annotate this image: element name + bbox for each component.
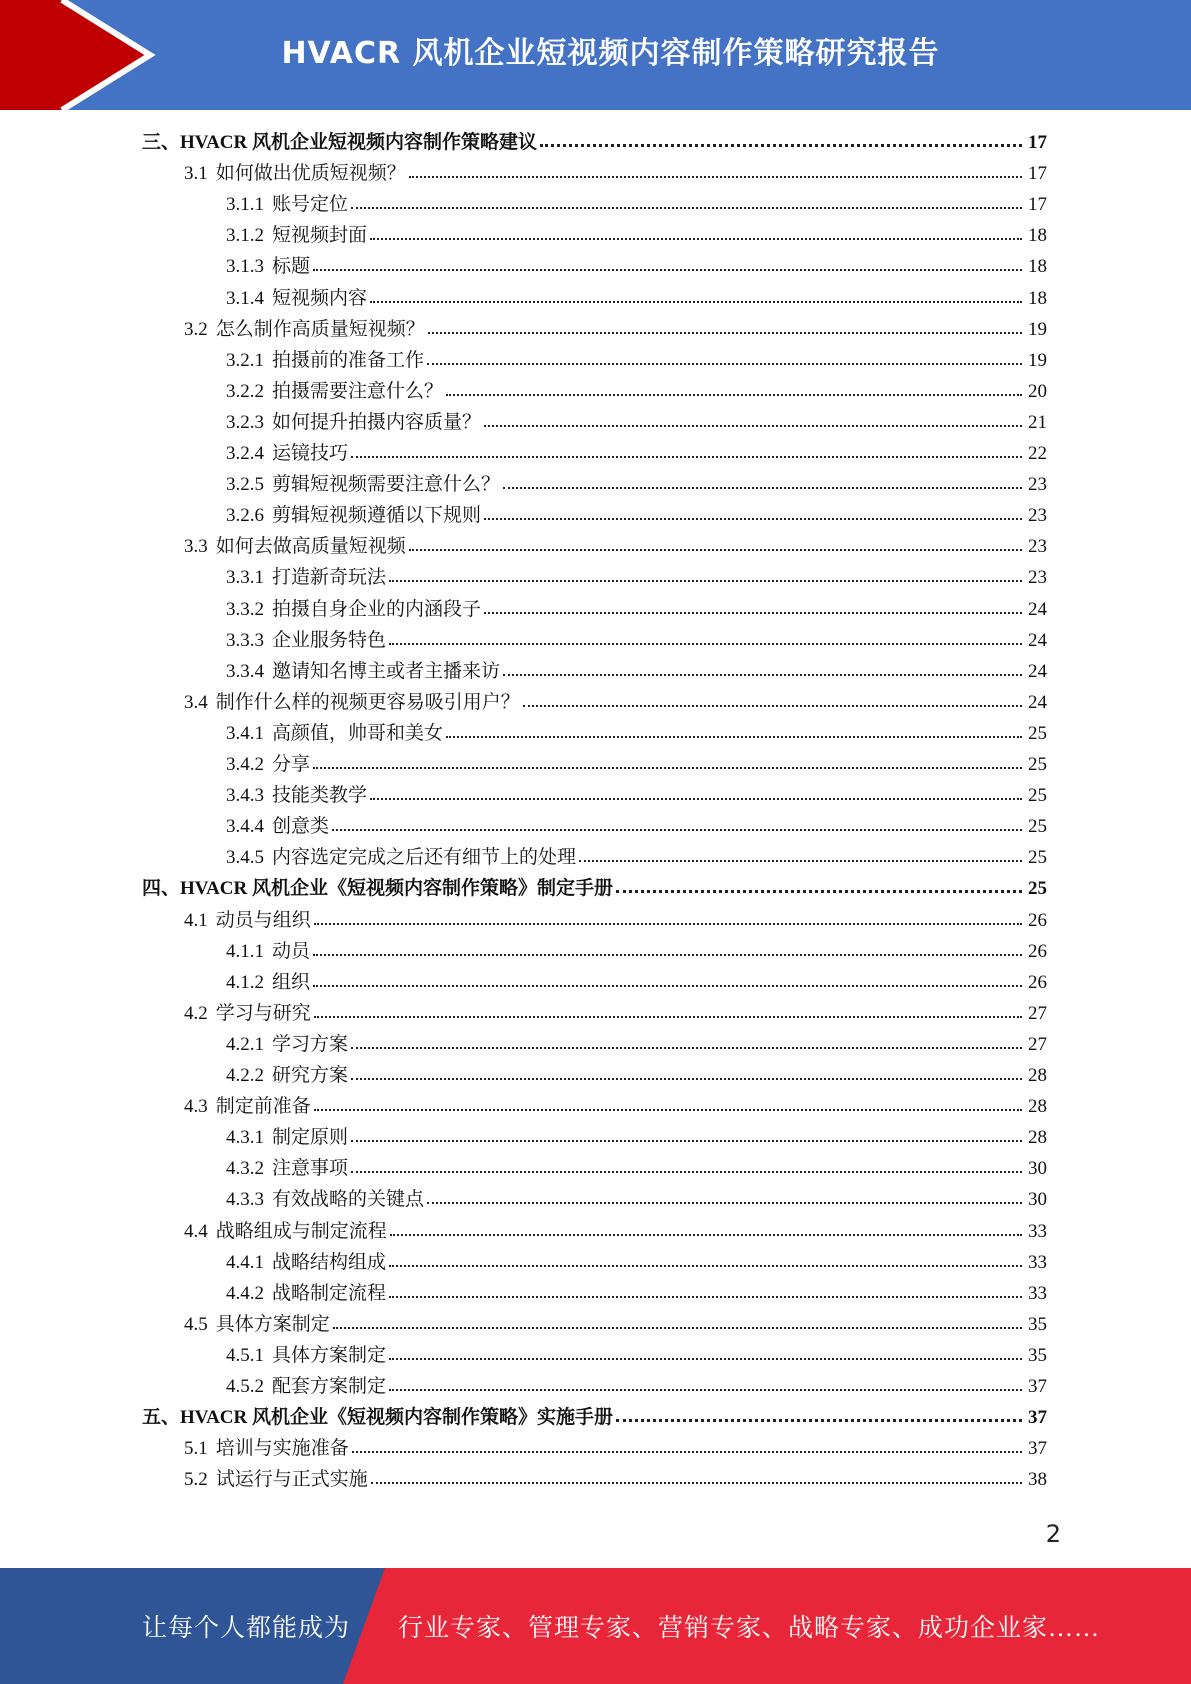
toc-entry-number: 3.3.1 <box>226 567 264 589</box>
toc-dot-leader <box>503 674 1022 676</box>
toc-entry[interactable] <box>226 1278 1047 1309</box>
toc-entry-title: 短视频内容 <box>272 287 368 309</box>
toc-entry-title: 培训与实施准备 <box>215 1438 349 1460</box>
toc-entry-page: 18 <box>1028 225 1047 247</box>
toc-entry-title: 运镜技巧 <box>272 443 349 464</box>
toc-entry[interactable] <box>226 283 1047 314</box>
toc-entry[interactable] <box>226 842 1047 873</box>
toc-entry[interactable] <box>226 1184 1047 1215</box>
toc-dot-leader <box>389 1389 1022 1391</box>
toc-entry-number: 3.4.5 <box>226 847 264 869</box>
toc-dot-leader <box>351 1140 1022 1142</box>
toc-entry-page: 26 <box>1028 940 1047 962</box>
toc-entry-number: 3.3 <box>184 536 208 558</box>
toc-entry-title: 企业服务特色 <box>272 629 387 651</box>
toc-entry[interactable] <box>226 1340 1047 1371</box>
toc-entry-number: 3.2.5 <box>226 474 264 496</box>
toc-entry-page: 25 <box>1028 878 1047 900</box>
toc-entry-number: 4.2.1 <box>226 1033 264 1055</box>
toc-entry-page: 23 <box>1028 536 1047 558</box>
toc-entry-title: 短视频封面 <box>272 225 368 247</box>
toc-entry-page: 23 <box>1028 505 1047 527</box>
toc-entry[interactable] <box>226 220 1047 251</box>
footer-slogan-right: 行业专家、管理专家、营销专家、战略专家、成功企业家…… <box>398 1615 1101 1642</box>
toc-entry[interactable] <box>226 500 1047 531</box>
toc-entry-page: 24 <box>1028 629 1047 651</box>
toc-dot-leader <box>523 705 1022 707</box>
toc-entry-number: 三、 <box>142 132 181 153</box>
toc-entry-title: 配套方案制定 <box>272 1376 387 1397</box>
toc-entry-page: 27 <box>1028 1033 1047 1055</box>
toc-entry[interactable] <box>184 687 1047 718</box>
toc-entry-title: 如何提升拍摄内容质量？ <box>272 411 482 433</box>
toc-dot-leader <box>313 985 1022 987</box>
toc-entry-number: 3.4.1 <box>226 722 264 744</box>
header-chevron-graphic <box>0 0 160 110</box>
toc-dot-leader <box>370 238 1022 240</box>
toc-entry-number: 3.4 <box>184 691 208 713</box>
toc-entry[interactable] <box>226 1153 1047 1184</box>
toc-entry-page: 38 <box>1028 1469 1047 1491</box>
toc-entry[interactable] <box>226 811 1047 842</box>
toc-dot-leader <box>484 612 1022 614</box>
toc-dot-leader <box>389 1296 1022 1298</box>
toc-entry-number: 3.3.4 <box>226 660 264 682</box>
toc-entry-page: 26 <box>1028 971 1047 993</box>
toc-entry-page: 18 <box>1028 256 1047 278</box>
toc-dot-leader <box>351 1171 1022 1173</box>
toc-dot-leader <box>427 1202 1022 1204</box>
toc-entry[interactable] <box>226 780 1047 811</box>
toc-dot-leader <box>579 860 1022 862</box>
toc-entry-title: 战略制定流程 <box>272 1282 387 1304</box>
page-header <box>0 0 1191 110</box>
toc-entry[interactable] <box>226 469 1047 500</box>
toc-entry-title: 制定前准备 <box>215 1096 311 1118</box>
toc-entry-page: 25 <box>1028 847 1047 869</box>
toc-entry-page: 25 <box>1028 722 1047 744</box>
toc-entry[interactable] <box>226 967 1047 998</box>
toc-entry[interactable] <box>226 1371 1047 1402</box>
toc-entry-number: 5.1 <box>184 1438 208 1460</box>
toc-entry-title: 拍摄需要注意什么？ <box>272 380 444 402</box>
toc-entry[interactable] <box>184 1091 1047 1122</box>
toc-entry-title: 分享 <box>272 754 311 775</box>
document-title: HVACR 风机企业短视频内容制作策略研究报告 <box>281 36 940 71</box>
toc-entry-page: 24 <box>1028 598 1047 620</box>
toc-entry-number: 3.2.2 <box>226 380 264 402</box>
toc-dot-leader <box>370 798 1022 800</box>
toc-entry[interactable] <box>184 314 1047 345</box>
toc-entry[interactable] <box>226 345 1047 376</box>
toc-entry-page: 19 <box>1028 318 1047 340</box>
toc-entry-page: 19 <box>1028 349 1047 371</box>
toc-entry-number: 3.2.1 <box>226 349 264 371</box>
toc-entry-title: 标题 <box>272 256 311 278</box>
toc-dot-leader <box>616 890 1022 893</box>
toc-entry[interactable] <box>184 1433 1047 1464</box>
toc-entry-page: 28 <box>1028 1065 1047 1086</box>
toc-entry-number: 4.4.2 <box>226 1282 264 1304</box>
toc-entry-number: 3.4.3 <box>226 785 264 807</box>
toc-entry-number: 4.1.1 <box>226 940 264 962</box>
toc-entry-page: 18 <box>1028 287 1047 309</box>
toc-entry-page: 30 <box>1028 1189 1047 1211</box>
toc-entry-number: 5.2 <box>184 1469 208 1491</box>
toc-dot-leader <box>446 394 1022 396</box>
toc-entry[interactable] <box>226 1247 1047 1278</box>
toc-entry-number: 3.3.2 <box>226 598 264 620</box>
toc-entry-number: 4.3.3 <box>226 1189 264 1211</box>
toc-dot-leader <box>427 363 1022 365</box>
toc-entry-number: 3.1.1 <box>226 194 264 216</box>
toc-entry-title: 如何做出优质短视频？ <box>215 163 406 185</box>
toc-entry[interactable] <box>226 1122 1047 1153</box>
toc-dot-leader <box>351 207 1022 209</box>
toc-entry-page: 33 <box>1028 1251 1047 1273</box>
toc-entry[interactable] <box>184 1464 1047 1495</box>
toc-entry-number: 3.2 <box>184 318 208 340</box>
toc-entry-number: 3.1 <box>184 163 208 185</box>
toc-entry-title: 内容选定完成之后还有细节上的处理 <box>272 847 577 869</box>
toc-dot-leader <box>314 1016 1022 1018</box>
toc-entry-title: 有效战略的关键点 <box>272 1189 425 1211</box>
toc-dot-leader <box>428 332 1022 334</box>
toc-entry[interactable] <box>226 656 1047 687</box>
toc-entry-page: 37 <box>1028 1407 1047 1429</box>
toc-entry-title: 组织 <box>272 971 311 993</box>
toc-entry-number: 4.5.2 <box>226 1376 264 1397</box>
toc-entry[interactable] <box>226 1029 1047 1060</box>
toc-entry-page: 28 <box>1028 1096 1047 1118</box>
toc-entry-title: 账号定位 <box>272 194 349 216</box>
toc-entry-title: 剪辑短视频需要注意什么？ <box>272 474 501 496</box>
toc-entry-number: 4.2 <box>184 1002 208 1024</box>
toc-entry-title: HVACR 风机企业《短视频内容制作策略》实施手册 <box>180 1407 613 1429</box>
toc-entry[interactable] <box>226 376 1047 407</box>
toc-entry-page: 24 <box>1028 660 1047 682</box>
toc-dot-leader <box>446 736 1022 738</box>
toc-entry[interactable] <box>226 749 1047 780</box>
toc-entry-title: 如何去做高质量短视频 <box>215 536 406 558</box>
toc-entry-number: 4.1.2 <box>226 971 264 993</box>
toc-entry-number: 五、 <box>142 1407 181 1429</box>
toc-entry-title: 动员与组织 <box>215 909 311 931</box>
toc-entry-number: 4.3.2 <box>226 1158 264 1180</box>
toc-dot-leader <box>389 1358 1022 1360</box>
toc-entry-title: 制作什么样的视频更容易吸引用户？ <box>215 691 520 713</box>
footer-slogan-left: 让每个人都能成为 <box>142 1615 351 1642</box>
toc-dot-leader <box>351 1047 1022 1049</box>
toc-entry-number: 3.2.3 <box>226 411 264 433</box>
toc-entry[interactable] <box>226 562 1047 593</box>
toc-entry[interactable] <box>226 407 1047 438</box>
toc-entry-title: 技能类教学 <box>272 785 368 807</box>
toc-entry[interactable] <box>226 936 1047 967</box>
toc-entry-title: 高颜值，帅哥和美女 <box>272 722 444 744</box>
toc-entry-page: 28 <box>1028 1127 1047 1149</box>
toc-entry[interactable] <box>184 1309 1047 1340</box>
toc-entry-page: 17 <box>1028 194 1047 216</box>
toc-entry[interactable] <box>226 438 1047 469</box>
toc-dot-leader <box>314 923 1022 925</box>
toc-entry-number: 4.1 <box>184 909 208 931</box>
toc-entry-page: 30 <box>1028 1158 1047 1180</box>
toc-entry[interactable] <box>142 1402 1047 1433</box>
toc-entry[interactable] <box>184 905 1047 936</box>
toc-entry-page: 37 <box>1028 1438 1047 1460</box>
toc-entry-title: HVACR 风机企业《短视频内容制作策略》制定手册 <box>180 878 613 900</box>
toc-entry-title: 战略结构组成 <box>272 1251 387 1273</box>
toc-dot-leader <box>332 829 1022 831</box>
toc-entry-title: 拍摄前的准备工作 <box>272 349 425 371</box>
toc-entry[interactable] <box>226 189 1047 220</box>
toc-entry-number: 3.4.4 <box>226 816 264 838</box>
toc-entry-page: 25 <box>1028 816 1047 838</box>
toc-dot-leader <box>503 487 1022 489</box>
toc-dot-leader <box>409 176 1022 178</box>
toc-entry-page: 24 <box>1028 691 1047 713</box>
toc-entry-page: 22 <box>1028 443 1047 464</box>
toc-entry[interactable] <box>184 158 1047 189</box>
toc-dot-leader <box>313 767 1022 769</box>
toc-dot-leader <box>370 301 1022 303</box>
toc-entry-title: 学习与研究 <box>215 1002 311 1024</box>
toc-entry-title: 具体方案制定 <box>272 1344 387 1366</box>
toc-entry-number: 3.4.2 <box>226 754 264 775</box>
toc-entry-title: 剪辑短视频遵循以下规则 <box>272 505 482 527</box>
toc-entry-number: 四、 <box>142 878 181 900</box>
toc-entry-page: 35 <box>1028 1313 1047 1335</box>
toc-entry-number: 3.1.2 <box>226 225 264 247</box>
toc-entry-title: 学习方案 <box>272 1033 349 1055</box>
toc-entry-page: 21 <box>1028 411 1047 433</box>
toc-entry-number: 4.3.1 <box>226 1127 264 1149</box>
toc-entry-number: 3.3.3 <box>226 629 264 651</box>
toc-dot-leader <box>616 1419 1022 1422</box>
toc-dot-leader <box>313 954 1022 956</box>
toc-entry-page: 37 <box>1028 1376 1047 1397</box>
toc-dot-leader <box>389 580 1022 582</box>
toc-entry-title: 制定原则 <box>272 1127 349 1149</box>
toc-entry-page: 17 <box>1028 132 1047 153</box>
toc-entry[interactable] <box>142 873 1047 904</box>
page-footer <box>0 1568 1191 1684</box>
toc-entry-title: 具体方案制定 <box>215 1313 330 1335</box>
toc-dot-leader <box>389 1265 1022 1267</box>
toc-entry-title: 创意类 <box>272 816 330 838</box>
toc-entry[interactable] <box>184 998 1047 1029</box>
toc-entry-title: 试运行与正式实施 <box>215 1469 368 1491</box>
toc-entry-page: 33 <box>1028 1282 1047 1304</box>
toc-dot-leader <box>484 425 1022 427</box>
toc-entry-number: 4.3 <box>184 1096 208 1118</box>
toc-entry-page: 20 <box>1028 380 1047 402</box>
toc-entry-number: 3.2.4 <box>226 443 264 464</box>
toc-entry-number: 4.4.1 <box>226 1251 264 1273</box>
toc-entry-page: 26 <box>1028 909 1047 931</box>
toc-entry-number: 4.4 <box>184 1220 208 1242</box>
toc-dot-leader <box>484 518 1022 520</box>
toc-entry-number: 3.2.6 <box>226 505 264 527</box>
toc-entry-page: 23 <box>1028 474 1047 496</box>
toc-entry-page: 35 <box>1028 1344 1047 1366</box>
toc-entry-title: 战略组成与制定流程 <box>215 1220 387 1242</box>
toc-entry-title: HVACR 风机企业短视频内容制作策略建议 <box>180 132 537 153</box>
toc-dot-leader <box>540 144 1022 147</box>
toc-entry[interactable] <box>226 1060 1047 1091</box>
toc-entry-page: 25 <box>1028 785 1047 807</box>
toc-dot-leader <box>333 1327 1022 1329</box>
toc-dot-leader <box>313 269 1022 271</box>
toc-entry-page: 25 <box>1028 754 1047 775</box>
toc-entry-page: 17 <box>1028 163 1047 185</box>
toc-entry[interactable] <box>142 127 1047 158</box>
toc-entry-title: 动员 <box>272 940 311 962</box>
toc-entry[interactable] <box>184 531 1047 562</box>
toc-dot-leader <box>314 1109 1022 1111</box>
toc-dot-leader <box>351 456 1022 458</box>
toc-entry[interactable] <box>226 594 1047 625</box>
toc-entry[interactable] <box>226 718 1047 749</box>
toc-entry-title: 打造新奇玩法 <box>272 567 387 589</box>
toc-entry-title: 拍摄自身企业的内涵段子 <box>272 598 482 620</box>
toc-dot-leader <box>351 1078 1022 1080</box>
toc-entry-number: 4.5.1 <box>226 1344 264 1366</box>
toc-entry-title: 邀请知名博主或者主播来访 <box>272 660 501 682</box>
toc-entry[interactable] <box>226 251 1047 282</box>
toc-entry[interactable] <box>226 625 1047 656</box>
toc-entry-title: 研究方案 <box>272 1065 349 1086</box>
toc-entry-page: 27 <box>1028 1002 1047 1024</box>
toc-dot-leader <box>371 1482 1022 1484</box>
page-number: 2 <box>1045 1520 1061 1548</box>
toc-entry-number: 3.1.4 <box>226 287 264 309</box>
toc-entry[interactable] <box>184 1216 1047 1247</box>
toc-entry-title: 怎么制作高质量短视频？ <box>215 318 425 340</box>
toc-dot-leader <box>390 1234 1022 1236</box>
toc-entry-page: 33 <box>1028 1220 1047 1242</box>
toc-dot-leader <box>409 549 1022 551</box>
toc-entry-page: 23 <box>1028 567 1047 589</box>
toc-dot-leader <box>389 643 1022 645</box>
toc-entry-number: 3.1.3 <box>226 256 264 278</box>
toc-entry-title: 注意事项 <box>272 1158 349 1180</box>
toc-entry-number: 4.2.2 <box>226 1065 264 1086</box>
toc-entry-number: 4.5 <box>184 1313 208 1335</box>
toc-dot-leader <box>352 1451 1022 1453</box>
